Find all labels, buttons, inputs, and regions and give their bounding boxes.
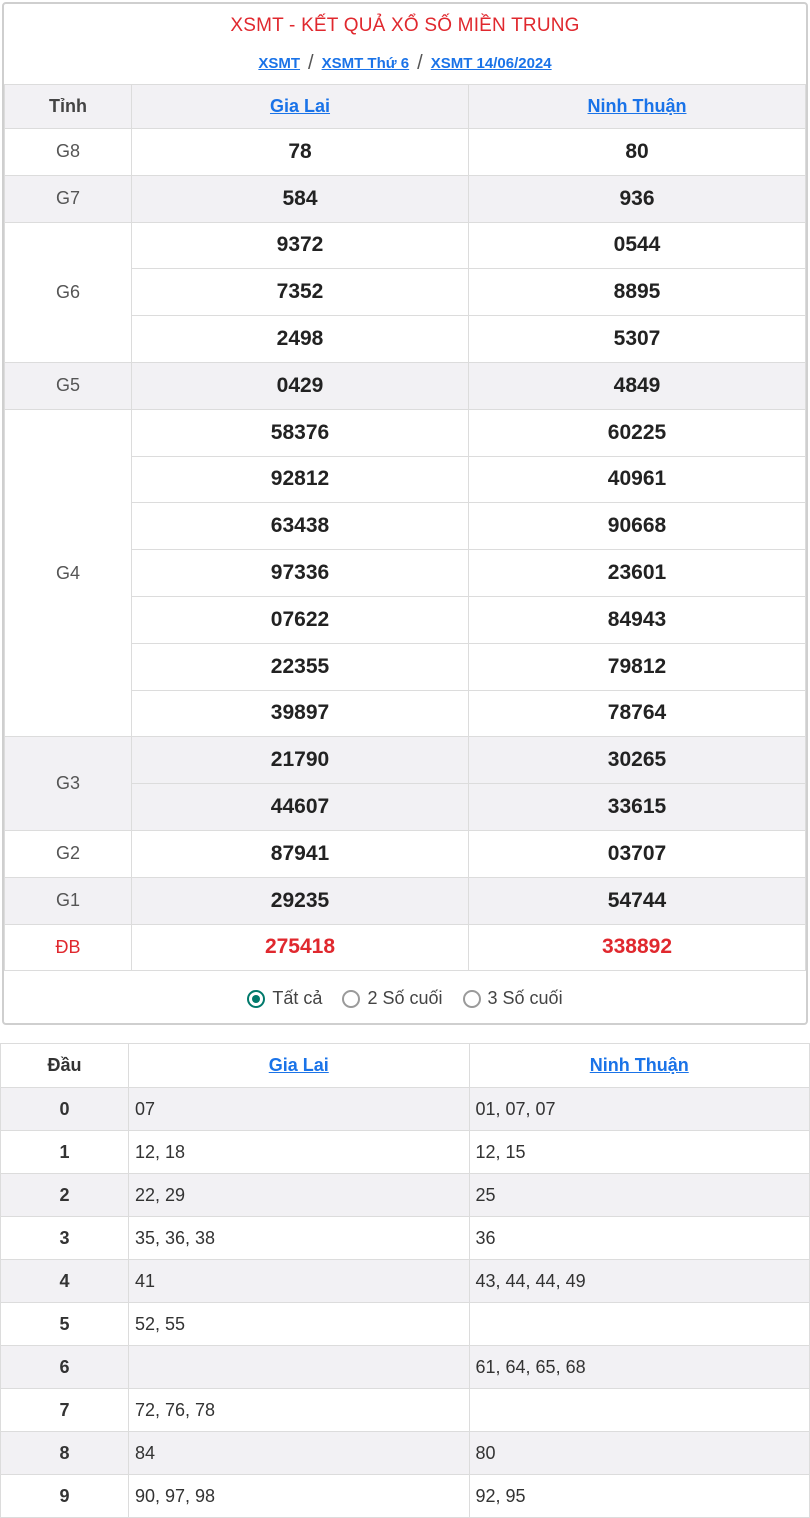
filter-option-label: 3 Số cuối <box>487 988 563 1009</box>
dau-link-ninh-thuan[interactable]: Ninh Thuận <box>589 1055 689 1075</box>
prize-number: 23601 <box>469 550 806 597</box>
tail-numbers: 35, 36, 38 <box>129 1217 470 1260</box>
tail-numbers: 92, 95 <box>469 1475 810 1518</box>
prize-number: 80 <box>469 129 806 176</box>
prize-label: G7 <box>5 175 132 222</box>
prize-row <box>5 175 806 222</box>
tail-numbers: 84 <box>129 1432 470 1475</box>
digit-filter <box>4 971 806 1025</box>
filter-option-3-digits[interactable] <box>463 988 563 1009</box>
head-digit: 1 <box>1 1131 129 1174</box>
head-digit: 5 <box>1 1303 129 1346</box>
table-row <box>1 1432 810 1475</box>
table-row <box>1 1131 810 1174</box>
prize-label: G8 <box>5 129 132 176</box>
prize-number: 0544 <box>469 222 806 269</box>
prize-number: 30265 <box>469 737 806 784</box>
prize-number: 22355 <box>132 643 469 690</box>
head-digit: 3 <box>1 1217 129 1260</box>
results-body <box>5 129 806 971</box>
prize-label: G2 <box>5 830 132 877</box>
results-card <box>2 2 808 1025</box>
prize-number: 0429 <box>132 362 469 409</box>
prize-number: 03707 <box>469 830 806 877</box>
prize-number: 44607 <box>132 784 469 831</box>
tail-numbers: 12, 18 <box>129 1131 470 1174</box>
prize-number: 54744 <box>469 877 806 924</box>
prize-number: 9372 <box>132 222 469 269</box>
prize-row <box>5 877 806 924</box>
prize-number: 40961 <box>469 456 806 503</box>
prize-number: 39897 <box>132 690 469 737</box>
prize-row <box>5 222 806 269</box>
prize-label: G3 <box>5 737 132 831</box>
prize-number: 79812 <box>469 643 806 690</box>
prize-number: 87941 <box>132 830 469 877</box>
prize-number: 60225 <box>469 409 806 456</box>
tail-numbers: 25 <box>469 1174 810 1217</box>
prize-number: 21790 <box>132 737 469 784</box>
prize-number: 33615 <box>469 784 806 831</box>
prize-label: G5 <box>5 362 132 409</box>
table-row <box>1 1217 810 1260</box>
province-header-gia-lai <box>132 85 469 129</box>
prize-number: 58376 <box>132 409 469 456</box>
head-digit-table <box>0 1043 810 1518</box>
table-row <box>1 1475 810 1518</box>
tail-numbers: 52, 55 <box>129 1303 470 1346</box>
head-digit-body <box>1 1088 810 1518</box>
tail-numbers: 90, 97, 98 <box>129 1475 470 1518</box>
breadcrumb-separator: / <box>417 51 423 74</box>
head-digit: 0 <box>1 1088 129 1131</box>
prize-number: 78764 <box>469 690 806 737</box>
breadcrumb-xsmt-thu-6[interactable]: XSMT Thứ 6 <box>321 54 410 72</box>
table-row <box>1 1389 810 1432</box>
radio-icon[interactable] <box>463 990 481 1008</box>
breadcrumb-xsmt-date[interactable]: XSMT 14/06/2024 <box>430 54 552 72</box>
table-row <box>1 1260 810 1303</box>
tail-numbers: 12, 15 <box>469 1131 810 1174</box>
prize-row <box>5 129 806 176</box>
head-column-header: Đầu <box>1 1044 129 1088</box>
table-row <box>1 1174 810 1217</box>
prize-number: 97336 <box>132 550 469 597</box>
page-title: XSMT - KẾT QUẢ XỔ SỐ MIỀN TRUNG <box>230 15 580 36</box>
province-link-ninh-thuan[interactable]: Ninh Thuận <box>587 96 687 116</box>
prize-label: G1 <box>5 877 132 924</box>
table-row <box>1 1346 810 1389</box>
table-row <box>1 1088 810 1131</box>
tail-numbers <box>129 1346 470 1389</box>
tail-numbers <box>469 1389 810 1432</box>
prize-number: 338892 <box>469 924 806 971</box>
prize-number: 29235 <box>132 877 469 924</box>
filter-option-label: 2 Số cuối <box>367 988 443 1009</box>
head-digit: 2 <box>1 1174 129 1217</box>
tail-numbers: 41 <box>129 1260 470 1303</box>
tail-numbers: 01, 07, 07 <box>469 1088 810 1131</box>
province-column-header: Tỉnh <box>5 85 132 129</box>
prize-row <box>5 737 806 784</box>
tail-numbers: 61, 64, 65, 68 <box>469 1346 810 1389</box>
dau-header-ninh-thuan <box>469 1044 810 1088</box>
dau-link-gia-lai[interactable]: Gia Lai <box>268 1055 329 1075</box>
filter-option-2-digits[interactable] <box>342 988 442 1009</box>
head-digit: 4 <box>1 1260 129 1303</box>
prize-number: 2498 <box>132 316 469 363</box>
prize-number: 936 <box>469 175 806 222</box>
filter-option-all[interactable] <box>247 988 322 1009</box>
filter-option-label: Tất cả <box>272 988 323 1009</box>
tail-numbers: 72, 76, 78 <box>129 1389 470 1432</box>
results-table <box>4 84 806 971</box>
breadcrumb-separator: / <box>308 51 314 74</box>
head-digit: 7 <box>1 1389 129 1432</box>
tail-numbers: 80 <box>469 1432 810 1475</box>
prize-number: 4849 <box>469 362 806 409</box>
prize-number: 584 <box>132 175 469 222</box>
radio-icon[interactable] <box>342 990 360 1008</box>
prize-number: 63438 <box>132 503 469 550</box>
prize-number: 78 <box>132 129 469 176</box>
prize-label: G6 <box>5 222 132 362</box>
radio-selected-icon[interactable] <box>247 990 265 1008</box>
prize-row <box>5 362 806 409</box>
tail-numbers: 43, 44, 44, 49 <box>469 1260 810 1303</box>
tail-numbers: 22, 29 <box>129 1174 470 1217</box>
breadcrumb-xsmt[interactable]: XSMT <box>258 54 301 72</box>
dau-header-gia-lai <box>129 1044 470 1088</box>
tail-numbers: 36 <box>469 1217 810 1260</box>
prize-number: 275418 <box>132 924 469 971</box>
prize-row <box>5 409 806 456</box>
prize-number: 92812 <box>132 456 469 503</box>
head-digit: 6 <box>1 1346 129 1389</box>
province-header-ninh-thuan <box>469 85 806 129</box>
head-digit: 8 <box>1 1432 129 1475</box>
prize-number: 07622 <box>132 596 469 643</box>
prize-number: 7352 <box>132 269 469 316</box>
prize-number: 84943 <box>469 596 806 643</box>
tail-numbers <box>469 1303 810 1346</box>
prize-number: 90668 <box>469 503 806 550</box>
tail-numbers: 07 <box>129 1088 470 1131</box>
prize-number: 8895 <box>469 269 806 316</box>
head-digit: 9 <box>1 1475 129 1518</box>
province-link-gia-lai[interactable]: Gia Lai <box>269 96 331 116</box>
prize-row <box>5 830 806 877</box>
table-row <box>1 1303 810 1346</box>
prize-row <box>5 924 806 971</box>
prize-number: 5307 <box>469 316 806 363</box>
prize-label: ĐB <box>5 924 132 971</box>
breadcrumb <box>4 48 806 84</box>
prize-label: G4 <box>5 409 132 737</box>
